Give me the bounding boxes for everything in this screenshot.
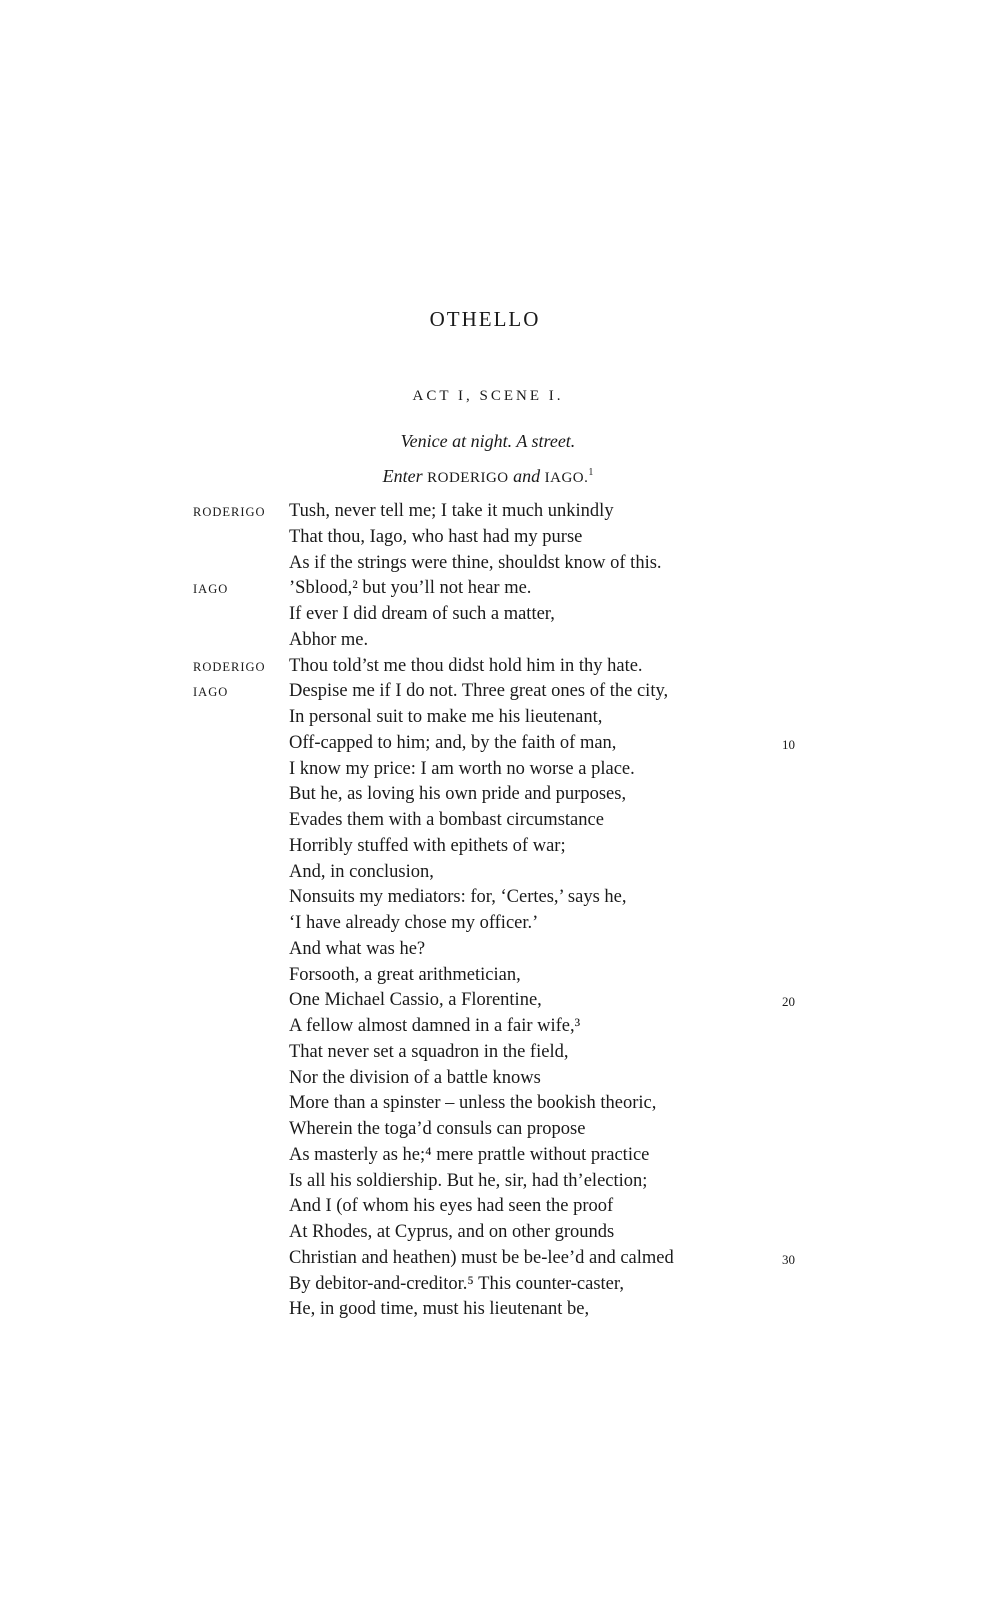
verse-line xyxy=(0,1194,1000,1220)
verse-text: I know my price: I am worth no worse a place. xyxy=(289,758,635,779)
stage-direction xyxy=(0,466,976,487)
verse-line xyxy=(0,834,1000,860)
verse-text: Nonsuits my mediators: for, ‘Certes,’ says he, xyxy=(289,887,627,908)
verse-text: Forsooth, a great arithmetician, xyxy=(289,964,521,985)
verse-line xyxy=(0,551,1000,577)
verse-line xyxy=(0,576,1000,602)
character-name: RODERIGO xyxy=(427,470,509,486)
verse-text: If ever I did dream of such a matter, xyxy=(289,604,555,624)
verse-line xyxy=(0,602,1000,628)
verse-line xyxy=(0,808,1000,834)
verse-line xyxy=(0,705,1000,731)
verse-line xyxy=(0,1272,1000,1298)
verse-text: Abhor me. xyxy=(289,629,369,650)
verse-line xyxy=(0,499,1000,525)
verse-line xyxy=(0,654,1000,680)
character-name: IAGO. xyxy=(544,470,589,486)
verse-line xyxy=(0,1091,1000,1117)
speaker-name: IAGO xyxy=(193,685,229,700)
verse-text: One Michael Cassio, a Florentine, xyxy=(289,990,542,1011)
verse-line xyxy=(0,1014,1000,1040)
verse-line xyxy=(0,731,1000,757)
verse-line xyxy=(0,1143,1000,1169)
verse-text: Wherein the toga’d consuls can propose xyxy=(289,1119,586,1139)
speaker-name: RODERIGO xyxy=(193,505,266,519)
verse-text: In personal suit to make me his lieutenant, xyxy=(289,707,603,727)
verse-text: ‘I have already chose my officer.’ xyxy=(289,913,539,933)
speaker-name: IAGO xyxy=(193,582,229,597)
verse-text: Christian and heathen) must be be-lee’d and calmed xyxy=(289,1247,674,1268)
footnote-marker: 1 xyxy=(588,467,594,478)
line-number: 30 xyxy=(782,1251,795,1267)
verse-line xyxy=(0,679,1000,705)
dialogue-lines xyxy=(0,499,1000,1323)
verse-text: Tush, never tell me; I take it much unkindly xyxy=(289,501,614,521)
verse-line xyxy=(0,988,1000,1014)
verse-text: But he, as loving his own pride and purposes, xyxy=(289,784,627,805)
verse-text: A fellow almost damned in a fair wife,³ xyxy=(289,1016,581,1036)
verse-text: Horribly stuffed with epithets of war; xyxy=(289,835,566,856)
line-number: 10 xyxy=(782,736,795,752)
stage-direction-enter: Enter xyxy=(382,466,423,486)
act-scene-heading: ACT I, SCENE I. xyxy=(412,388,564,404)
speaker-name: RODERIGO xyxy=(193,659,266,674)
stage-direction-and: and xyxy=(513,466,541,486)
verse-text: Nor the division of a battle knows xyxy=(289,1067,541,1088)
verse-text: And what was he? xyxy=(289,938,426,959)
verse-line xyxy=(0,525,1000,551)
verse-line xyxy=(0,937,1000,963)
verse-line xyxy=(0,1220,1000,1246)
verse-line xyxy=(0,911,1000,937)
verse-line xyxy=(0,1169,1000,1195)
verse-text: ’Sblood,² but you’ll not hear me. xyxy=(289,578,532,599)
verse-line xyxy=(0,885,1000,911)
verse-line xyxy=(0,1040,1000,1066)
verse-text: At Rhodes, at Cyprus, and on other grounds xyxy=(289,1222,615,1242)
verse-text: As if the strings were thine, shouldst know of this. xyxy=(289,552,662,573)
verse-line xyxy=(0,1297,1000,1323)
verse-line xyxy=(0,757,1000,783)
verse-line xyxy=(0,1066,1000,1092)
verse-text: Is all his soldiership. But he, sir, had th’election; xyxy=(289,1170,648,1191)
verse-text: By debitor-and-creditor.⁵ This counter-caster, xyxy=(289,1273,624,1294)
verse-text: More than a spinster – unless the bookish theoric, xyxy=(289,1093,657,1114)
verse-line xyxy=(0,1246,1000,1272)
verse-text: That thou, Iago, who hast had my purse xyxy=(289,526,583,547)
verse-line xyxy=(0,963,1000,989)
verse-text: Evades them with a bombast circumstance xyxy=(289,810,604,830)
verse-text: Thou told’st me thou didst hold him in thy hate. xyxy=(289,655,643,676)
verse-text: Despise me if I do not. Three great ones of the city, xyxy=(289,681,669,702)
verse-line xyxy=(0,860,1000,886)
verse-text: That never set a squadron in the field, xyxy=(289,1041,569,1062)
verse-text: And, in conclusion, xyxy=(289,861,434,882)
verse-line xyxy=(0,1117,1000,1143)
verse-text: Off-capped to him; and, by the faith of man, xyxy=(289,732,617,753)
verse-line xyxy=(0,628,1000,654)
verse-line xyxy=(0,782,1000,808)
line-number: 20 xyxy=(782,994,795,1010)
verse-text: And I (of whom his eyes had seen the proof xyxy=(289,1196,614,1217)
verse-text: As masterly as he;⁴ mere prattle without practice xyxy=(289,1144,650,1165)
scene-setting: Venice at night. A street. xyxy=(400,431,576,451)
play-title: OTHELLO xyxy=(429,307,541,331)
verse-text: He, in good time, must his lieutenant be, xyxy=(289,1299,590,1320)
